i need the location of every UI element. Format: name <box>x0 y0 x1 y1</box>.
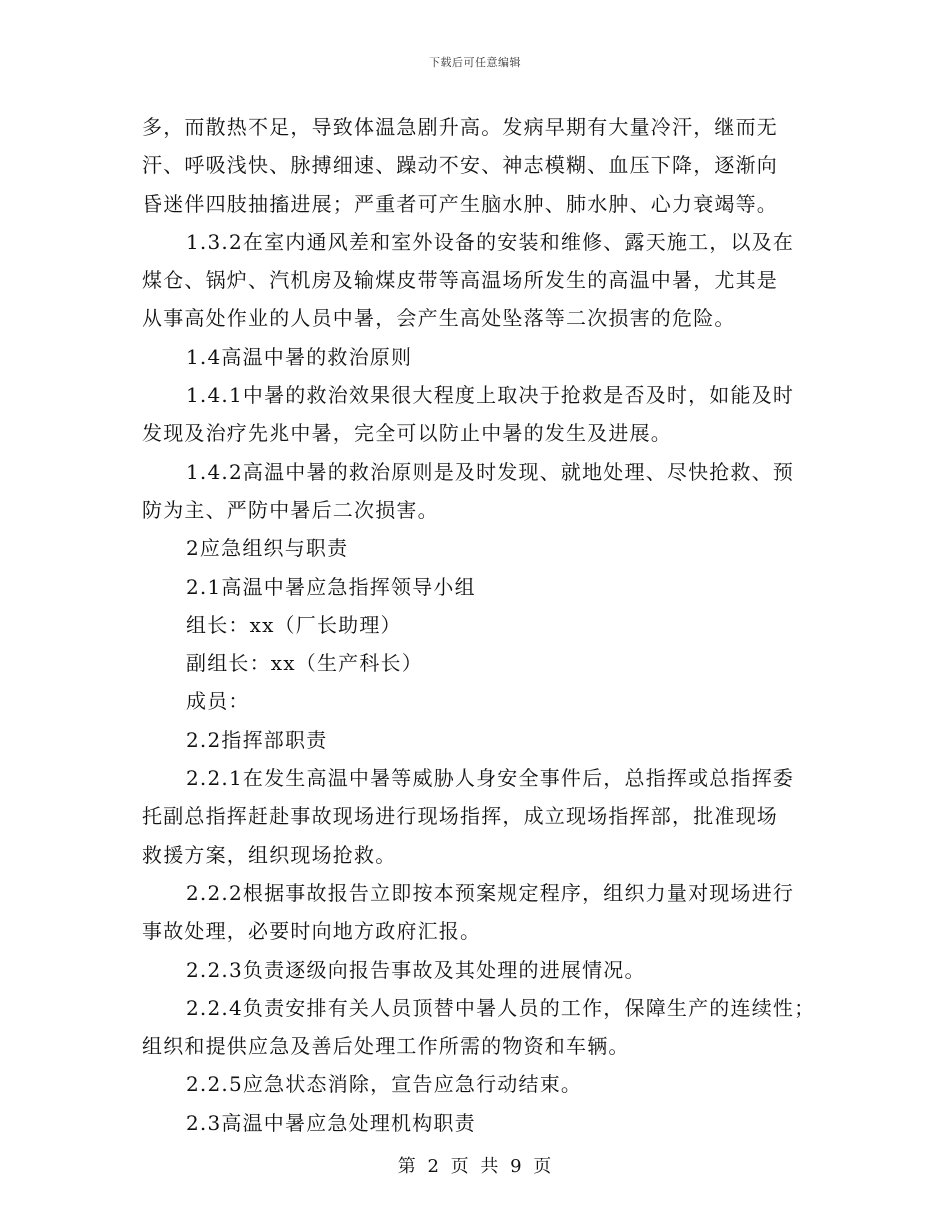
text-line: 煤仓、锅炉、汽机房及输煤皮带等高温场所发生的高温中暑，尤其是 <box>142 268 778 293</box>
text-line: 1.4高温中暑的救治原则 <box>186 344 413 369</box>
text-line: 2.1高温中暑应急指挥领导小组 <box>186 574 476 599</box>
text-line: 汗、呼吸浅快、脉搏细速、躁动不安、神志模糊、血压下降，逐渐向 <box>142 153 778 178</box>
text-line: 事故处理，必要时向地方政府汇报。 <box>142 919 482 944</box>
text-line: 1.4.1中暑的救治效果很大程度上取决于抢救是否及时，如能及时 <box>186 383 795 408</box>
text-line: 2.2.4负责安排有关人员顶替中暑人员的工作，保障生产的连续性； <box>186 995 816 1020</box>
page-footer: 第 2 页 共 9 页 <box>397 1156 553 1177</box>
text-line: 2.2.3负责逐级向报告事故及其处理的进展情况。 <box>186 957 646 982</box>
text-line: 2.2.5应急状态消除，宣告应急行动结束。 <box>186 1072 583 1097</box>
text-line: 2应急组织与职责 <box>186 536 349 561</box>
text-line: 从事高处作业的人员中暑，会产生高处坠落等二次损害的危险。 <box>142 306 736 331</box>
text-line: 1.3.2在室内通风差和室外设备的安装和维修、露天施工，以及在 <box>186 229 795 254</box>
text-line: 2.2指挥部职责 <box>186 727 328 752</box>
text-line: 托副总指挥赶赴事故现场进行现场指挥，成立现场指挥部，批准现场 <box>142 804 778 829</box>
text-line: 2.2.1在发生高温中暑等威胁人身安全事件后，总指挥或总指挥委 <box>186 766 795 791</box>
text-line: 成员： <box>186 689 250 714</box>
text-line: 发现及治疗先兆中暑，完全可以防止中暑的发生及进展。 <box>142 421 672 446</box>
text-line: 多，而散热不足，导致体温急剧升高。发病早期有大量冷汗，继而无 <box>142 115 778 139</box>
text-line: 1.4.2高温中暑的救治原则是及时发现、就地处理、尽快抢救、预 <box>186 459 795 484</box>
text-line: 组长：xx（厂长助理） <box>186 612 402 637</box>
text-line: 防为主、严防中暑后二次损害。 <box>142 497 439 522</box>
document-body <box>142 108 832 1142</box>
text-line: 2.2.2根据事故报告立即按本预案规定程序，组织力量对现场进行 <box>186 880 795 905</box>
text-line: 副组长：xx（生产科长） <box>186 651 423 676</box>
text-line: 救援方案，组织现场抢救。 <box>142 842 397 867</box>
text-line: 2.3高温中暑应急处理机构职责 <box>186 1110 476 1135</box>
header-note: 下载后可任意编辑 <box>429 56 521 69</box>
text-line: 组织和提供应急及善后处理工作所需的物资和车辆。 <box>142 1034 630 1059</box>
text-line: 昏迷伴四肢抽搐进展；严重者可产生脑水肿、肺水肿、心力衰竭等。 <box>142 191 778 216</box>
